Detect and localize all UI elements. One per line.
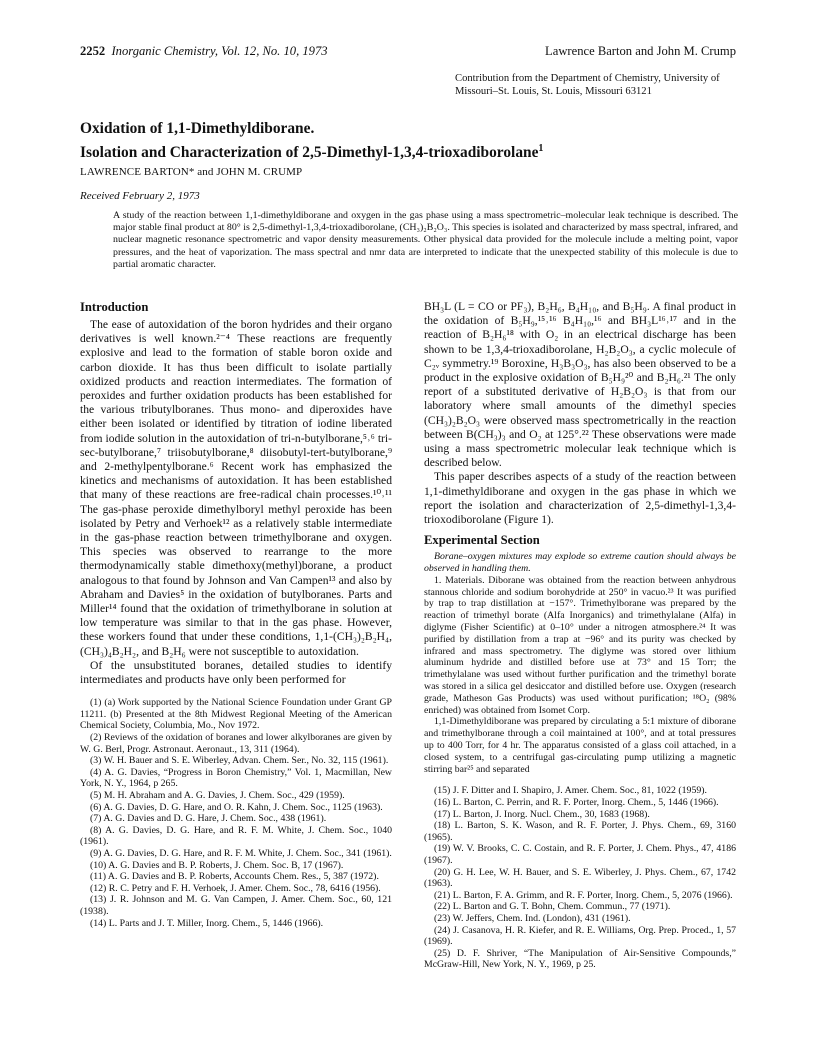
footnote: (19) W. V. Brooks, C. C. Costain, and R. F. Porter, J. Chem. Phys., 47, 4186 (1967). (424, 843, 736, 866)
footnote: (1) (a) Work supported by the National Science Foundation under Grant GP 11211. (b) Presented at the 8th Midwest Regional Meeting of the American Chemical Society, Columbia, Mo., Nov 1972. (80, 697, 392, 732)
footnote: (25) D. F. Shriver, “The Manipulation of Air-Sensitive Compounds,” McGraw-Hill, New York, N. Y., 1969, p 25. (424, 947, 736, 971)
footnote: (18) L. Barton, S. K. Wason, and R. F. Porter, J. Phys. Chem., 69, 3160 (1965). (424, 820, 736, 843)
running-header-authors: Lawrence Barton and John M. Crump (545, 44, 736, 58)
footnote: (23) W. Jeffers, Chem. Ind. (London), 431 (1961). (434, 912, 631, 924)
footnotes-left (80, 697, 392, 929)
intro-paragraph-1: The ease of autoxidation of the boron hydrides and their organo derivatives is well known.²⁻⁴ These reactions are frequently explosive and lead to the formation of stable boron oxide and carbon dioxide. It has thus been difficult to isolate partially oxidized products and reaction intermediates. The formation of peroxides and further oxidation products has been established for the various tributylboranes. Thus mono- and diperoxides have either been isolated or identified by titration of iodine liberated from iodide solution in the autoxidation of tri-n-butylborane,⁵˒⁶ tri-sec-butylborane,⁷ triisobutylborane,⁸ diisobutyl-tert-butylborane,⁹ and 2-methylpentylborane.⁶ Recent work has emphasized the kinetics and mechanisms of autoxidation. It has been established that many of these reactions are free-radical chain processes.¹⁰˒¹¹ The gas-phase peroxide dimethylboryl methyl peroxide has been isolated by Petry and Verhoek¹² as a relatively stable intermediate in the gas-phase reaction between trimethylborane and oxygen. This species was observed to rearrange to the more thermodynamically stable dimethoxy(methyl)borane, a product analogous to that found by Johnson and Van Campen¹³ and also by Abraham and Davies⁵ in the oxidation of butylboranes. Parts and Miller¹⁴ found that the oxidation of trimethylborane in solution at low temperature was similar to that in the gas phase. However, these workers found that under these conditions, 1,1-(CH₃)₂B₂H₄, (CH₃)₄B₂H₂, and B₂H₆ were not susceptible to autoxidation. (80, 318, 392, 658)
footnote: (2) Reviews of the oxidation of boranes and lower alkylboranes are given by W. G. Berl, Progr. Astronaut. Aeronaut., 13, 311 (1964). (80, 732, 392, 755)
footnote: (5) M. H. Abraham and A. G. Davies, J. Chem. Soc., 429 (1959). (90, 790, 345, 802)
dimethyldiborane-paragraph: 1,1-Dimethyldiborane was prepared by circulating a 5:1 mixture of diborane and trimethylborane through a coil maintained at 100°, and at total pressures up to 400 Torr, for 4 hr. The apparatus consisted of a glass coil attached, in a closed system, to a centrifugal gas-circulating pump utilizing a magnetic stirring bar²⁵ and separated (424, 716, 736, 775)
footnote: (17) L. Barton, J. Inorg. Nucl. Chem., 30, 1683 (1968). (434, 808, 650, 820)
footnote: (22) L. Barton and G. T. Bohn, Chem. Commun., 77 (1971). (434, 901, 671, 913)
footnote: (24) J. Casanova, H. R. Kiefer, and R. E. Williams, Org. Prep. Proced., 1, 57 (1969). (424, 924, 736, 948)
footnote: (3) W. H. Bauer and S. E. Wiberley, Advan. Chem. Ser., No. 32, 115 (1961). (90, 755, 389, 767)
footnote: (16) L. Barton, C. Perrin, and R. F. Porter, Inorg. Chem., 5, 1446 (1966). (434, 796, 719, 808)
footnote: (15) J. F. Ditter and I. Shapiro, J. Amer. Chem. Soc., 81, 1022 (1959). (434, 785, 707, 797)
intro-paragraph-2: Of the unsubstituted boranes, detailed studies to identify intermediates and products have only been performed for (80, 658, 392, 687)
abstract: A study of the reaction between 1,1-dimethyldiborane and oxygen in the gas phase using a mass spectrometric–molecular leak technique is described. The major stable final product at 80° is 2,5-dimethyl-1,3,4-trioxadiborolane, (CH₃)₂B₂O₃. This species is isolated and characterized by mass spectral, infrared, and nuclear magnetic resonance spectrometric and vapor density measurements. Other physical data provided for the molecule include a melting point, vapor pressures, and the heat of vaporization. The mass spectral and nmr data are interpreted to indicate that the unexpected stability of this molecule is due to partial aromatic character. (113, 210, 738, 270)
footnote: (9) A. G. Davies, D. G. Hare, and R. F. M. White, J. Chem. Soc., 341 (1961). (90, 848, 392, 859)
contribution-note: Contribution from the Department of Chemistry, University of Missouri–St. Louis, St. Louis, Missouri 63121 (455, 73, 720, 97)
received-date: Received February 2, 1973 (80, 190, 200, 202)
article-title (80, 119, 543, 163)
footnote: (4) A. G. Davies, “Progress in Boron Chemistry,” Vol. 1, Macmillan, New York, N. Y., 1964, p 265. (80, 766, 392, 790)
caution-note: Borane–oxygen mixtures may explode so extreme caution should always be observed in handling them. (424, 551, 736, 575)
footnote: (8) A. G. Davies, D. G. Hare, and R. F. M. White, J. Chem. Soc., 1040 (1961). (80, 824, 392, 848)
journal-citation: Inorganic Chemistry, Vol. 12, No. 10, 1973 (111, 44, 328, 58)
introduction-heading: Introduction (80, 300, 149, 314)
footnote: (11) A. G. Davies and B. P. Roberts, Accounts Chem. Res., 5, 387 (1972). (90, 871, 379, 883)
footnote: (20) G. H. Lee, W. H. Bauer, and S. E. Wiberley, J. Phys. Chem., 67, 1742 (1963). (424, 866, 736, 890)
running-header-left (80, 44, 328, 59)
experimental-heading: Experimental Section (424, 533, 540, 548)
left-column (80, 300, 392, 929)
right-paragraph-2: This paper describes aspects of a study of the reaction between 1,1-dimethyldiborane and oxygen in the gas phase in which we report the isolation and characterization of 2,5-dimethyl-1,3,4-trioxodiborolane (Figure 1). (424, 470, 736, 527)
page-number: 2252 (80, 44, 106, 58)
title-line-2: Isolation and Characterization of 2,5-Dimethyl-1,3,4-trioxadiborolane$^1$ (80, 143, 544, 162)
materials-paragraph: 1. Materials. Diborane was obtained from the reaction between anhydrous stannous chloride and sodium borohydride at 250° in vacuo.²³ It was purified by trap to trap distillation at −157°. Trimethylborane was prepared by the reaction of trimethyl borate (Alfa Inorganics) and trimethylalane (Alfa) in diglyme (Fisher Scientific) at 0–10° under a nitrogen atmosphere.²⁴ It was purified by distillation from a trap at −96° and its purity was checked by infrared and mass spectrometry. The diglyme was stored over lithium aluminum hydride and distilled before use at 73° and 15 Torr; the trimethylalane was used without further purification and the trimethyl borate was stored in a silica gel desiccator and distilled before use. Oxygen (research grade, Matheson Gas Products) was used without purification; ¹⁸O₂ (98% enriched) was obtained from Isomet Corp. (424, 574, 736, 716)
footnote: (14) L. Parts and J. T. Miller, Inorg. Chem., 5, 1446 (1966). (90, 917, 324, 929)
footnote: (21) L. Barton, F. A. Grimm, and R. F. Porter, Inorg. Chem., 5, 2076 (1966). (434, 889, 733, 901)
footnote: (7) A. G. Davies and D. G. Hare, J. Chem. Soc., 438 (1961). (90, 813, 327, 825)
right-paragraph-1: BH₃L (L = CO or PF₃), B₂H₆, B₄H₁₀, and B₅H₉. A final product in the oxidation of B₅H₉,¹⁵˒¹⁶ B₄H₁₀,¹⁶ and BH₃L¹⁶˒¹⁷ and in the reaction of B₂H₆¹⁸ with O₂ in an electrical discharge has been shown to be 1,3,4-trioxadiborolane, H₂B₂O₃, a cyclic molecule of C₂ᵥ symmetry.¹⁹ Boroxine, H₃B₃O₃, has also been observed to be a product in the explosive oxidation of B₅H₉²⁰ and B₂H₆.²¹ The only report of a substituted derivative of H₂B₂O₃ is that from our laboratory where small amounts of the dimethyl species (CH₃)₂B₂O₃ were observed mass spectrometrically in the reaction between B(CH₃)₃ and O₂ at 125°.²² These observations were made using a mass spectrometric molecular leak technique which is described below. (424, 300, 736, 470)
right-column (424, 300, 736, 971)
footnote: (6) A. G. Davies, D. G. Hare, and O. R. Kahn, J. Chem. Soc., 1125 (1963). (90, 801, 383, 813)
footnote: (12) R. C. Petry and F. H. Verhoek, J. Amer. Chem. Soc., 78, 6416 (1956). (90, 882, 381, 894)
title-line-1: Oxidation of 1,1-Dimethyldiborane. (80, 120, 315, 137)
authors: LAWRENCE BARTON* and JOHN M. CRUMP (80, 166, 303, 178)
footnotes-right (424, 785, 736, 971)
footnote: (10) A. G. Davies and B. P. Roberts, J. Chem. Soc. B, 17 (1967). (90, 859, 344, 871)
title-footnote-mark: 1 (538, 143, 544, 154)
footnote: (13) J. R. Johnson and M. G. Van Campen, J. Amer. Chem. Soc., 60, 121 (1938). (80, 894, 392, 917)
